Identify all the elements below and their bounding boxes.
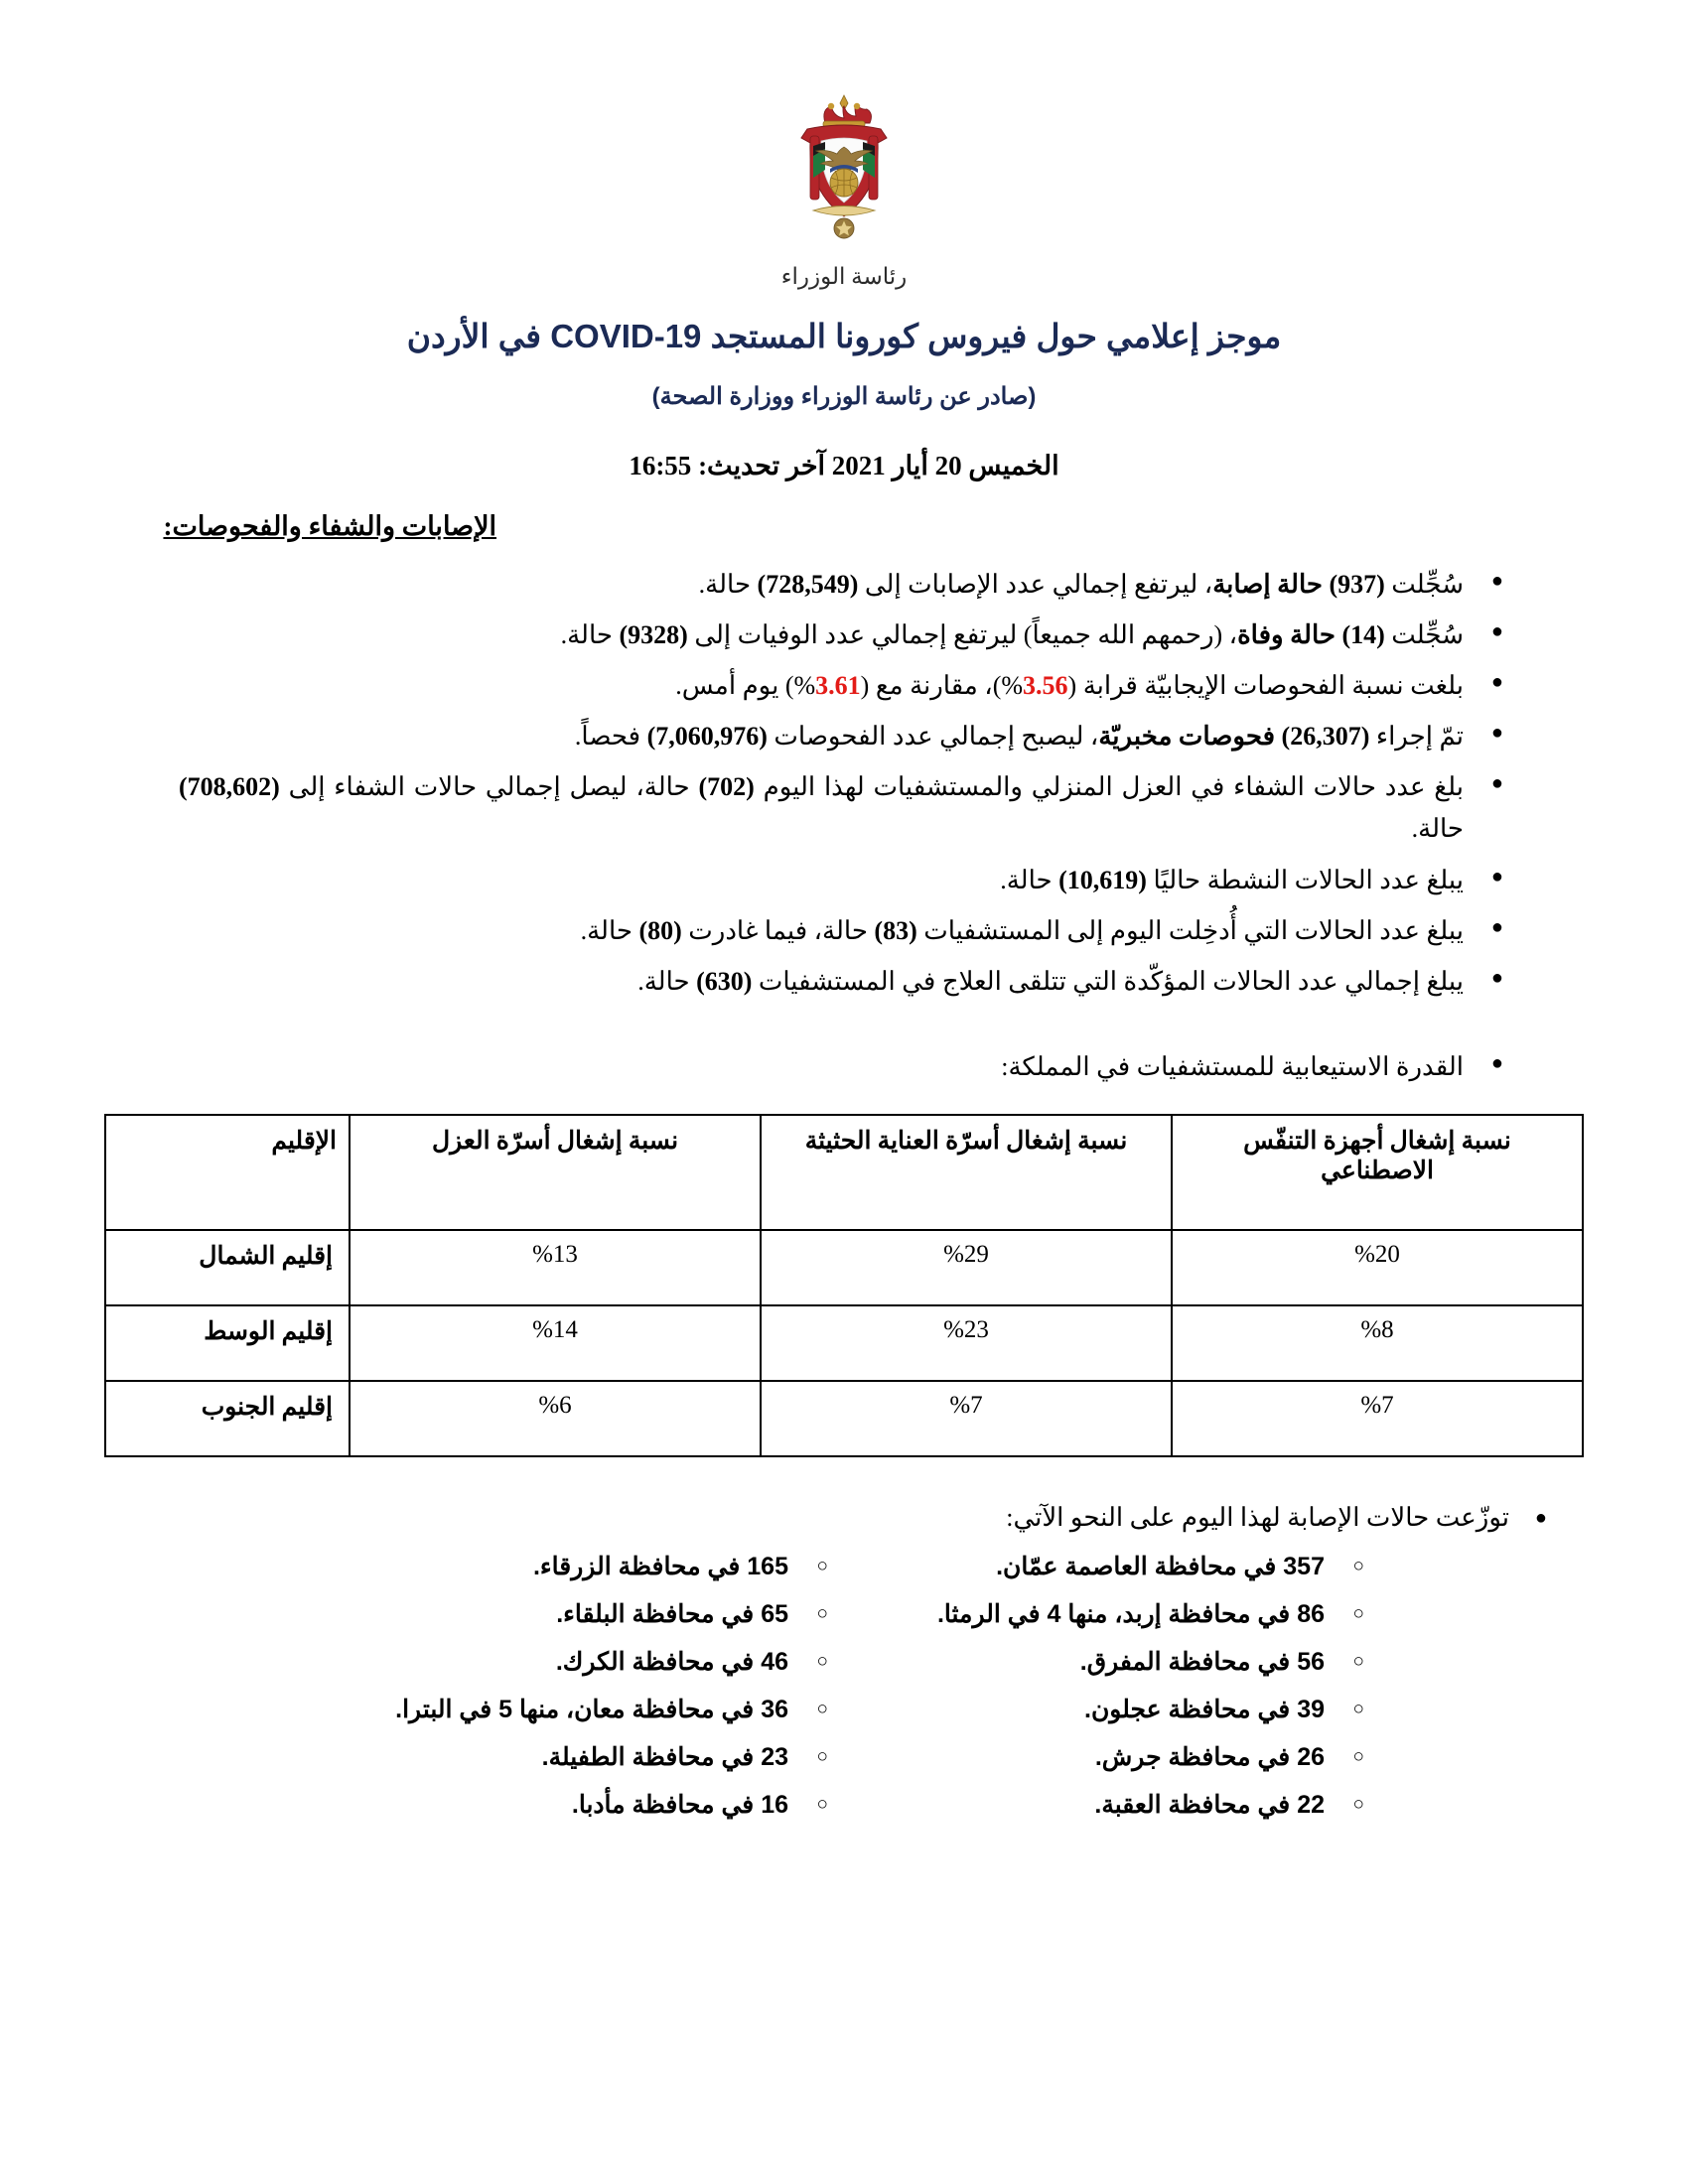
bullet-fragment: تمّ إجراء [1369,722,1464,751]
header-region: الإقليم [105,1115,350,1230]
distribution-lead: ● توزّعت حالات الإصابة لهذا اليوم على النحو الآتي: [99,1503,1589,1533]
governorate-case-item: ○ 39 في محافظة عجلون. [844,1686,1380,1733]
cell-region-name: إقليم الشمال [105,1230,350,1305]
statistic-bullet-new-cases [179,564,1509,606]
statistic-bullet-admissions-discharges [179,910,1509,952]
section-heading-text: الإصابات والشفاء والفحوصات: [163,510,496,541]
bullet-fragment: (7,060,976) [646,722,768,751]
table-row [105,1381,1583,1456]
table-row [105,1230,1583,1305]
bullet-fragment: حالة. [698,569,758,599]
header-icu-occupancy: نسبة إشغال أسرّة العناية الحثيثة [761,1115,1172,1230]
bullet-fragment: حالة، ليصل إجمالي حالات الشفاء إلى [279,772,699,802]
statistic-bullet-hospital-capacity-lead [179,1046,1509,1088]
bullet-fragment: %) يوم أمس. [675,671,816,701]
bullet-fragment: يبلغ إجمالي عدد الحالات المؤكّدة التي تتلقى العلاج في المستشفيات [752,966,1464,996]
governorate-case-item: ○ 165 في محافظة الزرقاء. [308,1543,844,1590]
bullet-fragment: ، (رحمهم الله جميعاً) ليرتفع إجمالي عدد الوفيات إلى [687,620,1238,649]
cell-icu-occupancy: %23 [761,1305,1172,1381]
cell-icu-occupancy: %7 [761,1381,1172,1456]
bullet-fragment: حالة. [1411,814,1464,844]
bullet-fragment: (83) [874,915,917,945]
bullet-fragment: (630) [696,966,753,996]
statistic-bullet-active-cases [179,860,1509,901]
statistic-bullet-positivity-rate [179,665,1509,707]
governorate-case-item: ○ 22 في محافظة العقبة. [844,1781,1380,1829]
bullet-fragment: فحصاً. [574,722,647,751]
page-title: موجز إعلامي حول فيروس كورونا المستجد COVID-19 في الأردن [406,318,1282,354]
bullet-fragment: ، ليرتفع إجمالي عدد الإصابات إلى [858,569,1213,599]
bullet-fragment: (10,619) [1058,865,1147,894]
cell-ventilator-occupancy: %8 [1172,1305,1583,1381]
bullet-fragment: القدرة الاستيعابية للمستشفيات في المملكة: [1001,1051,1464,1081]
statistic-bullet-deaths [179,614,1509,656]
cell-isolation-occupancy: %13 [350,1230,761,1305]
bullet-fragment: حالة. [560,620,620,649]
bullet-fragment: (14) حالة وفاة [1237,620,1385,649]
table-row [105,1305,1583,1381]
governorate-case-item: ○ 36 في محافظة معان، منها 5 في البترا. [308,1686,844,1733]
bullet-fragment: حالة، فيما غادرت [681,915,875,945]
distribution-list-left [308,1543,844,1829]
statistic-bullet-in-hospital-total [179,961,1509,1003]
cell-region-name: إقليم الوسط [105,1305,350,1381]
bullet-fragment: حالة. [1000,865,1059,894]
bullet-fragment: (9328) [619,620,688,649]
jordan-coat-of-arms-icon [770,89,918,263]
bullet-fragment: يبلغ عدد الحالات التي أُدخِلت اليوم إلى المستشفيات [916,915,1464,945]
header-ventilator-occupancy: نسبة إشغال أجهزة التنفّس الاصطناعي [1172,1115,1583,1230]
bullet-fragment: بلغت نسبة الفحوصات الإيجابيّة قرابة ( [1067,671,1464,701]
bullet-fragment: (708,602) [179,772,280,802]
governorate-case-item: ○ 65 في محافظة البلقاء. [308,1590,844,1638]
governorate-case-item: ○ 46 في محافظة الكرك. [308,1638,844,1686]
bullet-fragment: (937) حالة إصابة [1212,569,1385,599]
bullet-fragment: سُجِّلت [1384,620,1464,649]
cell-icu-occupancy: %29 [761,1230,1172,1305]
cell-ventilator-occupancy: %20 [1172,1230,1583,1305]
bullet-fragment: (702) [698,772,755,802]
hospital-capacity-table [104,1114,1584,1457]
bullet-fragment: %)، مقارنة مع ( [860,671,1024,701]
statistics-bullet-list [99,564,1589,1088]
governorate-case-item: ○ 86 في محافظة إربد، منها 4 في الرمثا. [844,1590,1380,1638]
distribution-columns [99,1543,1589,1829]
governorate-case-item: ○ 26 في محافظة جرش. [844,1733,1380,1781]
distribution-list-right [844,1543,1380,1829]
table-header-row [105,1115,1583,1230]
header-isolation-occupancy: نسبة إشغال أسرّة العزل [350,1115,761,1230]
section-heading-cases [99,511,1589,542]
distribution-column-right [844,1543,1380,1829]
governorate-case-item: ○ 56 في محافظة المفرق. [844,1638,1380,1686]
bullet-fragment: حالة. [637,966,697,996]
bullet-fragment: (26,307) فحوصات مخبريّة [1098,722,1370,751]
cell-region-name: إقليم الجنوب [105,1381,350,1456]
emblem-block [99,89,1589,290]
statistic-bullet-recoveries [179,766,1509,850]
bullet-fragment: يبلغ عدد الحالات النشطة حاليًا [1146,865,1464,894]
bullet-fragment: (728,549) [757,569,859,599]
bullet-fragment: (80) [638,915,682,945]
bullet-fragment: 3.56 [1023,671,1068,701]
distribution-column-left [308,1543,844,1829]
bullet-fragment: حالة. [580,915,639,945]
statistic-bullet-tests-performed [179,716,1509,757]
governorate-case-item: ○ 16 في محافظة مأدبا. [308,1781,844,1829]
bullet-fragment: 3.61 [815,671,861,701]
cell-isolation-occupancy: %14 [350,1305,761,1381]
last-update-line: الخميس 20 أيار 2021 آخر تحديث: 16:55 [629,450,1059,480]
cell-ventilator-occupancy: %7 [1172,1381,1583,1456]
bullet-fragment: سُجِّلت [1384,569,1464,599]
bullet-fragment: بلغ عدد حالات الشفاء في العزل المنزلي والمستشفيات لهذا اليوم [754,772,1464,802]
cell-isolation-occupancy: %6 [350,1381,761,1456]
emblem-caption: رئاسة الوزراء [780,264,908,289]
page-subtitle: (صادر عن رئاسة الوزراء ووزارة الصحة) [651,382,1037,410]
bullet-fragment: ، ليصبح إجمالي عدد الفحوصات [767,722,1099,751]
governorate-case-item: ○ 357 في محافظة العاصمة عمّان. [844,1543,1380,1590]
governorate-case-item: ○ 23 في محافظة الطفيلة. [308,1733,844,1781]
